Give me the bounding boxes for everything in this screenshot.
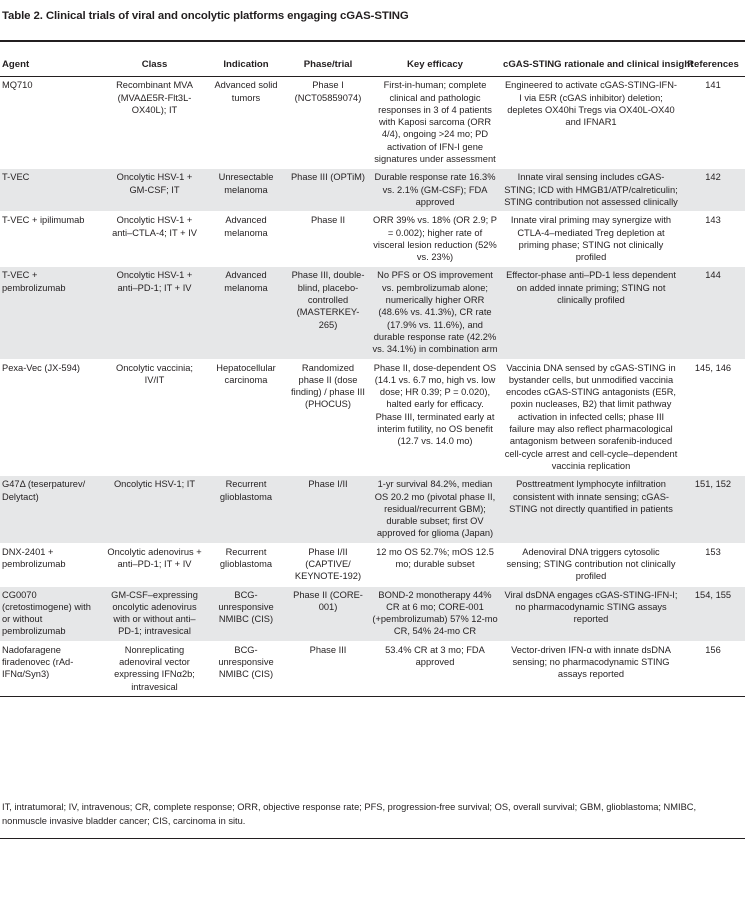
cell-references: 156 — [705, 644, 721, 655]
cell-agent: T-VEC + ipilimumab — [2, 215, 85, 226]
cell-phase: Phase I/II — [287, 476, 369, 543]
cell-rationale: Vaccinia DNA sensed by cGAS-STING in bystander cells, but unmodified vaccinia encodes cGAS-STING antagonists (E5R, poxin nucleases, B2) that limit pathway activation in infected cells; phase III failure may also reflect pharmacological antagonism between sorafenib-induced cell-cycle arrest and cell-cycle–dependent vaccinia replication — [504, 362, 678, 471]
cell-rationale: Innate viral priming may synergize with CTLA-4–mediated Treg depletion at priming phase; STING not clinically profiled — [510, 215, 672, 263]
cell-agent: DNX-2401 + pembrolizumab — [2, 546, 66, 569]
cell-efficacy: No PFS or OS improvement vs. pembrolizumab alone; numerically higher ORR (48.6% vs. 41.3%), CR rate (17.9% vs. 11.6%), and durable response rate (42.2% vs. 34.1%) in combination arm — [369, 267, 501, 359]
cell-rationale: Vector-driven IFN-α with innate dsDNA sensing; no pharmacodynamic STING assays reported — [511, 644, 671, 680]
cell-class: Oncolytic vaccinia; IV/IT — [116, 362, 193, 385]
table-footnote: IT, intratumoral; IV, intravenous; CR, complete response; ORR, objective response rate; PFS, progression-free survival; OS, overall survival; GBM, glioblastoma; NMIBC, nonmuscle invasive bladder cancer; CIS, carcinoma in situ. — [2, 802, 697, 826]
cell-rationale: Innate viral sensing includes cGAS-STING; ICD with HMGB1/ATP/calreticulin; STING contribution not assessed clinically — [501, 169, 681, 212]
cell-references: 144 — [681, 267, 745, 359]
cell-phase: Randomized phase II (dose finding) / phase III (PHOCUS) — [291, 362, 365, 410]
cell-references: 151, 152 — [681, 476, 745, 543]
cell-efficacy: Durable response rate 16.3% vs. 2.1% (GM-CSF); FDA approved — [369, 169, 501, 212]
cell-phase: Phase I/II (CAPTIVE/ KEYNOTE-192) — [294, 546, 362, 582]
cell-rationale: Posttreatment lymphocyte infiltration consistent with innate sensing; cGAS-STING not directly quantified in patients — [501, 476, 681, 543]
table-row — [0, 359, 745, 476]
table-row — [0, 586, 745, 641]
top-rule — [0, 40, 745, 42]
cell-indication: Hepatocellular carcinoma — [216, 362, 276, 385]
column-header-references: References — [687, 59, 739, 70]
column-header-agent: Agent — [2, 59, 30, 70]
cell-rationale: Effector-phase anti–PD-1 less dependent on added innate priming; STING not clinically profiled — [501, 267, 681, 359]
cell-indication: Recurrent glioblastoma — [219, 546, 273, 569]
cell-agent: T-VEC + pembrolizumab — [0, 267, 104, 359]
cell-indication: Recurrent glioblastoma — [205, 476, 287, 543]
cell-efficacy: First-in-human; complete clinical and pathologic responses in 3 of 4 patients with Kaposi sarcoma (ORR 4/4), ongoing >24 mo; PD activation of IFN-I gene signatures under assessment — [374, 80, 496, 165]
cell-efficacy: 12 mo OS 52.7%; mOS 12.5 mo; durable subset — [376, 546, 494, 569]
cell-class: Oncolytic HSV-1 + GM-CSF; IT — [104, 169, 205, 212]
cell-references: 142 — [681, 169, 745, 212]
cell-efficacy: 53.4% CR at 3 mo; FDA approved — [385, 644, 485, 668]
cell-efficacy: BOND-2 monotherapy 44% CR at 6 mo; CORE-001 (+pembrolizumab) 57% 12-mo CR, 54% 24-mo CR — [369, 586, 501, 641]
cell-phase: Phase II (CORE-001) — [287, 586, 369, 641]
cell-class: Oncolytic HSV-1 + anti–PD-1; IT + IV — [104, 267, 205, 359]
cell-agent: MQ710 — [2, 80, 33, 91]
cell-references: 145, 146 — [694, 362, 732, 373]
table-body — [0, 77, 745, 697]
cell-agent: Pexa-Vec (JX-594) — [2, 362, 81, 373]
cell-phase: Phase II — [310, 215, 346, 226]
cell-class: Recombinant MVA (MVAΔE5R-Flt3L-OX40L); IT — [116, 80, 193, 115]
clinical-trials-table — [0, 55, 745, 697]
cell-efficacy: Phase II, dose-dependent OS (14.1 vs. 6.7 mo, high vs. low dose; HR 0.39; P = 0.020), halted early for efficacy. Phase III, terminated early at interim futility, no OS benefit (12.7 vs. 14.0 mo) — [373, 362, 497, 447]
cell-phase: Phase III — [309, 644, 347, 655]
cell-rationale: Engineered to activate cGAS-STING-IFN-I via E5R (cGAS inhibitor) deletion; depletes OX40hi Tregs via OX40L-OX40 and IFNAR1 — [504, 80, 678, 128]
table-title: Table 2. Clinical trials of viral and oncolytic platforms engaging cGAS-STING — [2, 10, 409, 22]
cell-indication: Unresectable melanoma — [205, 169, 287, 212]
cell-references: 154, 155 — [681, 586, 745, 641]
cell-class: Oncolytic HSV-1; IT — [104, 476, 205, 543]
cell-indication: BCG-unresponsive NMIBC (CIS) — [218, 644, 274, 680]
table-row — [0, 77, 745, 169]
cell-class: Oncolytic HSV-1 + anti–CTLA-4; IT + IV — [112, 215, 197, 238]
cell-efficacy: ORR 39% vs. 18% (OR 2.9; P = 0.002); higher rate of visceral lesion reduction (52% vs. 23%) — [372, 215, 497, 263]
cell-references: 153 — [705, 546, 721, 557]
cell-agent: G47Δ (teserpaturev/ Delytact) — [0, 476, 104, 543]
column-header-rationale: cGAS-STING rationale and clinical insight — [503, 59, 694, 70]
cell-phase: Phase I (NCT05859074) — [294, 80, 362, 103]
table-row — [0, 476, 745, 543]
table-row — [0, 543, 745, 586]
cell-indication: BCG-unresponsive NMIBC (CIS) — [205, 586, 287, 641]
cell-phase: Phase III, double-blind, placebo-controlled (MASTERKEY-265) — [287, 267, 369, 359]
cell-agent: CG0070 (cretostimogene) with or without pembrolizumab — [0, 586, 104, 641]
cell-agent: T-VEC — [0, 169, 104, 212]
cell-references: 143 — [705, 215, 721, 226]
cell-class: Oncolytic adenovirus + anti–PD-1; IT + IV — [107, 546, 202, 569]
cell-indication: Advanced solid tumors — [214, 80, 278, 103]
cell-class: GM-CSF–expressing oncolytic adenovirus with or without anti–PD-1; intravesical — [104, 586, 205, 641]
cell-references: 141 — [705, 80, 721, 91]
cell-indication: Advanced melanoma — [205, 267, 287, 359]
column-header-indication: Indication — [223, 59, 269, 70]
table-row — [0, 169, 745, 212]
column-header-phase: Phase/trial — [303, 59, 353, 70]
table-row — [0, 212, 745, 267]
cell-phase: Phase III (OPTiM) — [287, 169, 369, 212]
column-header-efficacy: Key efficacy — [407, 59, 463, 70]
table-row — [0, 267, 745, 359]
header-row — [0, 55, 745, 77]
cell-rationale: Viral dsDNA engages cGAS-STING-IFN-I; no pharmacodynamic STING assays reported — [501, 586, 681, 641]
cell-class: Nonreplicating adenoviral vector expressing IFNα2b; intravesical — [114, 644, 195, 692]
bottom-rule — [0, 838, 745, 839]
cell-indication: Advanced melanoma — [224, 215, 268, 238]
table-row — [0, 641, 745, 696]
cell-rationale: Adenoviral DNA triggers cytosolic sensing; STING contribution not clinically profiled — [506, 546, 676, 582]
cell-efficacy: 1-yr survival 84.2%, median OS 20.2 mo (pivotal phase II, residual/recurrent GBM); durable subset; first OV approved for glioma (Japan) — [369, 476, 501, 543]
column-header-class: Class — [141, 59, 168, 70]
cell-agent: Nadofaragene firadenovec (rAd-IFNα/Syn3) — [2, 644, 74, 680]
